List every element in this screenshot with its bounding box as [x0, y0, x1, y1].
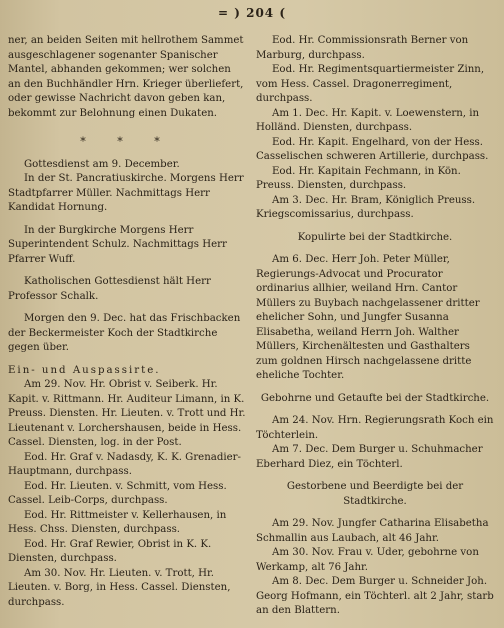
pancratius-service: In der St. Pancratiuskirche. Morgens Herr Stadtpfarrer Müller. Nachmittags Herr Kandidat Hornung.	[8, 173, 244, 213]
left-column	[8, 34, 246, 610]
traveller-entry: Eod. Hr. Kapitain Fechmann, in Kön. Preuss. Diensten, durchpass.	[256, 165, 461, 191]
catholic-service: Katholischen Gottesdienst hält Herr Professor Schalk.	[8, 276, 211, 302]
right-column	[256, 34, 494, 619]
traveller-entry: Eod. Hr. Graf v. Nadasdy, K. K. Grenadier-Hauptmann, durchpass.	[8, 451, 241, 477]
death-entry: Am 8. Dec. Dem Burger u. Schneider Joh. Georg Hofmann, ein Töchterl. alt 2 Jahr, starb an den Blattern.	[256, 576, 494, 616]
bakery-notice: Morgen den 9. Dec. hat das Frischbacken der Beckermeister Koch der Stadtkirche gegen über.	[8, 313, 241, 353]
death-entry: Am 29. Nov. Jungfer Catharina Elisabetha Schmallin aus Laubach, alt 46 Jahr.	[256, 518, 489, 544]
traveller-entry: Eod. Hr. Rittmeister v. Kellerhausen, in Hess. Chss. Diensten, durchpass.	[8, 509, 227, 535]
births-heading: Gebohrne und Getaufte bei der Stadtkirche.	[260, 392, 490, 404]
deaths-heading: Gestorbene und Beerdigte bei der Stadtkirche.	[286, 481, 464, 507]
birth-entry: Am 24. Nov. Hrn. Regierungsrath Koch ein Töchterlein.	[256, 415, 494, 441]
page-number: = ) 204 (	[218, 6, 286, 20]
traveller-entry: Eod. Hr. Graf Rewier, Obrist in K. K. Diensten, durchpass.	[8, 538, 212, 564]
service-heading: Gottesdienst am 9. December.	[24, 158, 180, 170]
traveller-entry: Eod. Hr. Lieuten. v. Schmitt, vom Hess. Cassel. Leib-Corps, durchpass.	[8, 480, 227, 506]
lost-item-notice: ner, an beiden Seiten mit hellrothem Sammet ausgeschlagener sogenanter Spanischer Mantel, abhanden gekommen; wer solchen an den Buchhändler Hrn. Krieger überliefert, oder gewisse Nachricht davon geben kan, bekommt zur Belohnung einen Dukaten.	[8, 35, 244, 119]
copulated-heading: Kopulirte bei der Stadtkirche.	[297, 231, 453, 243]
traveller-entry: Am 29. Nov. Hr. Obrist v. Seiberk. Hr. Kapit. v. Rittmann. Hr. Auditeur Limann, in K. Preuss. Diensten. Hr. Lieuten. v. Trott und Hr. Lieutenant v. Lorchershausen, beide in Hess. Cassel. Diensten, log. in der Post.	[8, 379, 246, 448]
burgkirche-service: In der Burgkirche Morgens Herr Superintendent Schulz. Nachmittags Herr Pfarrer Wuff.	[8, 224, 227, 265]
traveller-entry: Eod. Hr. Commissionsrath Berner von Marburg, durchpass.	[256, 35, 469, 61]
marriage-entry: Am 6. Dec. Herr Joh. Peter Müller, Regierungs-Advocat und Procurator ordinarius allhier, weiland Hrn. Cantor Müllers zu Buybach nachgelassener dritter ehelicher Sohn, und Jungfer Susanna Elisabetha, weiland Herrn Joh. Walther Müllers, Kirchenältesten und Gasthalters zum goldnen Hirsch nachgelassene dritte eheliche Tochter.	[256, 254, 480, 381]
death-entry: Am 30. Nov. Frau v. Uder, gebohrne von Werkamp, alt 76 Jahr.	[256, 547, 479, 573]
section-divider-stars: * * *	[80, 135, 174, 148]
traveller-entry: Am 1. Dec. Hr. Kapit. v. Loewenstern, in Holländ. Diensten, durchpass.	[256, 107, 480, 133]
travellers-heading: Ein- und Auspassirte.	[8, 364, 161, 376]
page-header	[0, 6, 504, 26]
traveller-entry: Eod. Hr. Kapit. Engelhard, von der Hess. Casselischen schweren Artillerie, durchpass.	[256, 136, 489, 162]
traveller-entry: Am 30. Nov. Hr. Lieuten. v. Trott, Hr. Lieuten. v. Borg, in Hess. Cassel. Diensten, durchpass.	[8, 567, 231, 608]
traveller-entry: Eod. Hr. Regimentsquartiermeister Zinn, vom Hess. Cassel. Dragonerregiment, durchpass.	[256, 64, 485, 104]
birth-entry: Am 7. Dec. Dem Burger u. Schuhmacher Eberhard Diez, ein Töchterl.	[256, 444, 483, 470]
traveller-entry: Am 3. Dec. Hr. Bram, Königlich Preuss. Kriegscomissarius, durchpass.	[256, 194, 476, 220]
